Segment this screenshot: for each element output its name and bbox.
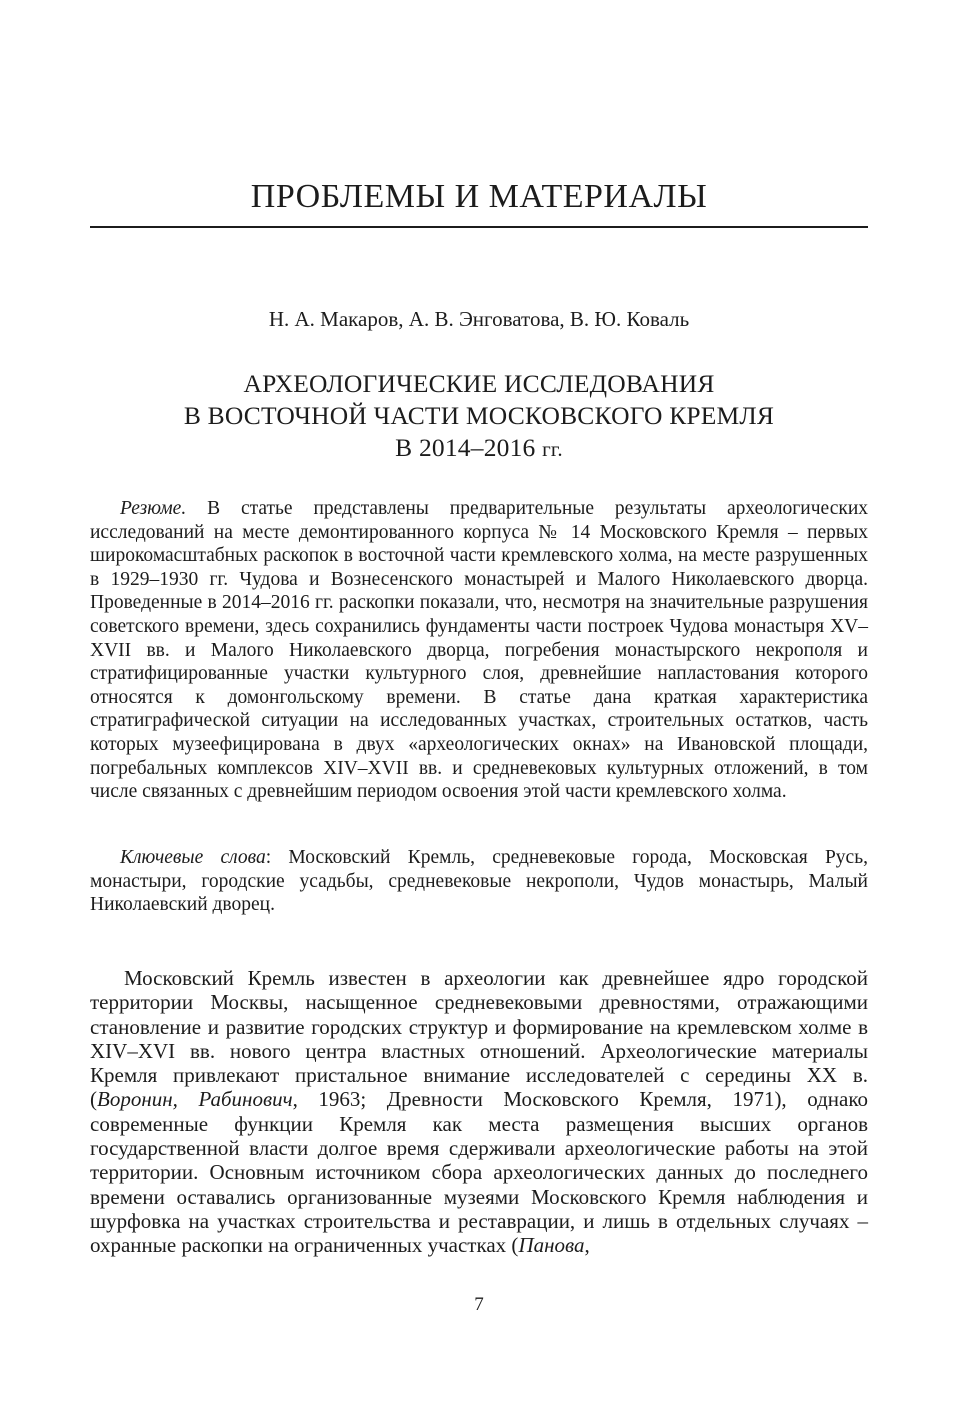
page-number: 7: [474, 1294, 484, 1315]
body-text-part-3: ,: [584, 1233, 590, 1258]
abstract-label: Резюме.: [120, 498, 187, 519]
body-text-part-2: , 1963; Древности Московского Кремля, 1971), однако современные функции Кремля как места размещения высших органов государственной власти долгое время сдерживали археологические работы на этой территории. Основным источником сбора археологических данных до последнего времени оставались организованные музеями Московского Кремля наблюдения и шурфовка на участках строительства и реставрации, и лишь в отдельных случаях – охранные раскопки на ограниченных участках (: [90, 1087, 868, 1258]
title-line-1: АРХЕОЛОГИЧЕСКИЕ ИССЛЕДОВАНИЯ: [243, 369, 715, 398]
keywords-label: Ключевые слова: [120, 847, 266, 868]
abstract: [90, 497, 868, 804]
section-divider: [90, 226, 868, 228]
body-paragraph: [90, 966, 868, 1258]
title-years: В 2014–2016: [395, 433, 536, 462]
body-text-part-1: Московский Кремль известен в археологии как древнейшее ядро городской территории Москвы, насыщенное средневековыми древностями, отражающими становление и развитие городских структур и формирование на кремлевском холме в XIV–XVI вв. нового центра властных отношений. Археологические материалы Кремля привлекают пристальное внимание исследователей с середины XX в. (: [90, 966, 868, 1112]
keywords-text: : Московский Кремль, средневековые города, Московская Русь, монастыри, городские усадьбы, средневековые некрополи, Чудов монастырь, Малый Николаевский дворец.: [90, 847, 868, 916]
citation-panova: Панова: [518, 1233, 585, 1258]
section-title: ПРОБЛЕМЫ И МАТЕРИАЛЫ: [250, 178, 708, 215]
article-title: [90, 368, 868, 465]
title-line-2: В ВОСТОЧНОЙ ЧАСТИ МОСКОВСКОГО КРЕМЛЯ: [183, 401, 775, 430]
citation-voronin-rabinovich: Воронин, Рабинович: [97, 1087, 293, 1112]
title-years-suffix: гг.: [542, 437, 563, 461]
keywords: [90, 846, 868, 917]
authors: Н. А. Макаров, А. В. Энговатова, В. Ю. Коваль: [268, 307, 690, 331]
title-line-3: [90, 432, 868, 465]
abstract-text: В статье представлены предварительные результаты археологических исследований на месте демонтированного корпуса № 14 Московского Кремля – первых широкомасштабных раскопок в восточной части кремлевского холма, на месте разрушенных в 1929–1930 гг. Чудова и Вознесенского монастырей и Малого Николаевского дворца. Проведенные в 2014–2016 гг. раскопки показали, что, несмотря на значительные разрушения советского времени, здесь сохранились фундаменты части построек Чудова монастыря XV–XVII вв. и Малого Николаевского дворца, погребения монастырского некрополя и стратифицированные участки культурного слоя, древнейшие напластования которого относятся к домонгольскому времени. В статье дана краткая характеристика стратиграфической ситуации на исследованных участках, строительных остатков, часть которых музеефицирована в двух «археологических окнах» на Ивановской площади, погребальных комплексов XIV–XVII вв. и средневековых культурных отложений, в том числе связанных с древнейшим периодом освоения этой части кремлевского холма.: [90, 498, 869, 803]
